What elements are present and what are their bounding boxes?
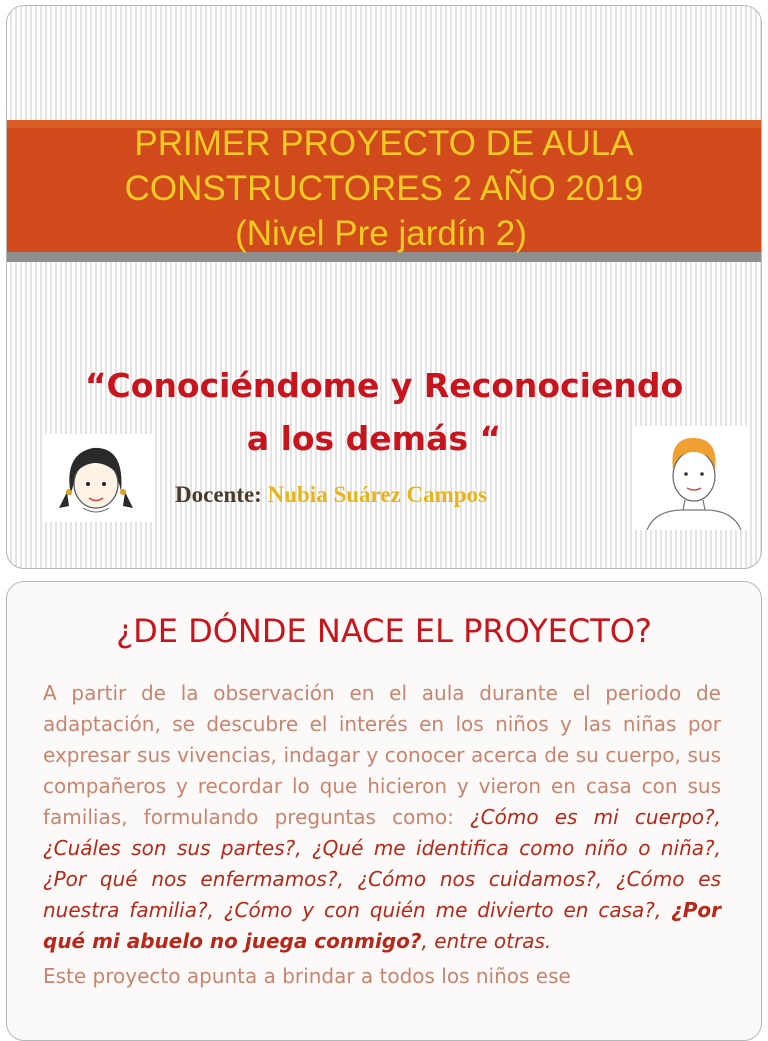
- teacher-name: Nubia Suárez Campos: [267, 482, 487, 507]
- paragraph-origin: [43, 678, 721, 957]
- title-slide: [6, 5, 762, 569]
- slide-heading: ¿DE DÓNDE NACE EL PROYECTO?: [116, 612, 652, 650]
- project-name-line-2: a los demás “: [246, 419, 502, 458]
- paragraph-ending: , entre otras.: [421, 929, 552, 953]
- paragraph-intro: A partir de la observación en el aula durante el periodo de adaptación, se descubre el interés en los niños y las niñas por expresar sus vivencias, indagar y conocer acerca de su cuerpo, sus compañeros y recordar lo que hicieron y vieron en casa con sus familias, formulando preguntas como:: [43, 681, 721, 829]
- project-title-line-3: (Nivel Pre jardín 2): [235, 214, 527, 253]
- project-title-line-1: PRIMER PROYECTO DE AULA: [134, 124, 634, 163]
- project-title-line-2: CONSTRUCTORES 2 AÑO 2019: [124, 169, 644, 208]
- project-origin-slide: [6, 581, 762, 1041]
- paragraph-purpose: Este proyecto apunta a brindar a todos los niños ese: [43, 964, 571, 988]
- teacher-label: Docente:: [175, 482, 262, 507]
- girl-drawing-image: [45, 434, 153, 522]
- highlighted-question: ¿Por qué mi abuelo no juega conmigo?: [43, 898, 722, 953]
- slide-body: [43, 678, 721, 996]
- children-questions: ¿Cómo es mi cuerpo?, ¿Cuáles son sus partes?, ¿Qué me identifica como niño o niña?, ¿Por qué nos enfermamos?, ¿Cómo nos cuidamos?, ¿Cómo es nuestra familia?, ¿Cómo y con quién me divierto en casa?,: [43, 805, 722, 922]
- project-name-line-1: “Conociéndome y Reconociendo: [84, 366, 684, 405]
- teacher-credit: [175, 482, 487, 508]
- boy-drawing-image: [633, 426, 749, 530]
